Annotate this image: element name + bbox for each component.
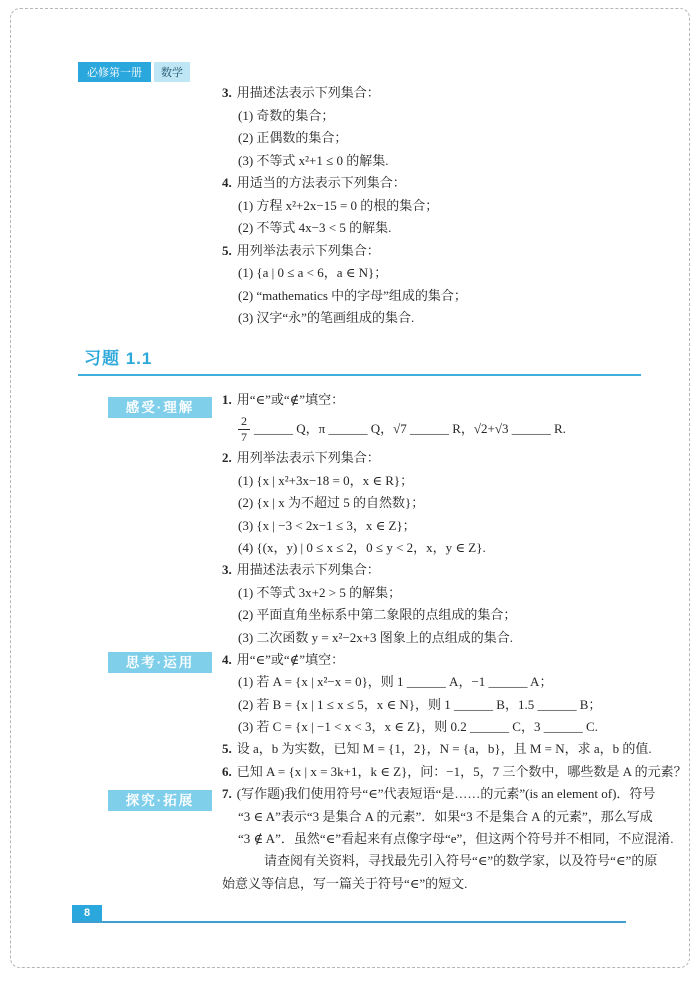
- exercise-item: (2) 平面直角坐标系中第二象限的点组成的集合；: [238, 607, 517, 623]
- exercise-number: 5.: [222, 242, 232, 258]
- exercise-item: (3) {x | −3 < 2x−1 ≤ 3，x ∈ Z}；: [238, 517, 416, 533]
- question-7-line: “3 ∈ A”表示“3 是集合 A 的元素”．如果“3 不是集合 A 的元素”，那么写成: [238, 808, 653, 824]
- exercise-item: (3) 若 C = {x | −1 < x < 3，x ∈ Z}，则 0.2 ______ C，3 ______ C.: [238, 719, 598, 735]
- exercise-number: 1.: [222, 392, 232, 407]
- exercise-5-title: [222, 240, 684, 263]
- question-7-line: 始意义等信息，写一篇关于符号“∈”的短文.: [222, 875, 468, 891]
- question-1-blanks: [222, 411, 684, 447]
- question-7-line: 请查阅有关资料，寻找最先引入符号“∈”的数学家，以及符号“∈”的原: [264, 853, 658, 869]
- exercise-number: 6.: [222, 763, 232, 779]
- exercise-number: 3.: [222, 562, 232, 578]
- exercise-item: (2) 正偶数的集合；: [238, 130, 348, 145]
- exercise-number: 4.: [222, 175, 232, 190]
- exercise-item: (2) 若 B = {x | 1 ≤ x ≤ 5，x ∈ N}，则 1 ______ B，1.5 ______ B；: [238, 696, 602, 712]
- exercise-item: (1) 奇数的集合；: [238, 107, 335, 123]
- exercise-title-text: 用列举法表示下列集合：: [236, 450, 380, 466]
- question-2-title: [222, 447, 684, 469]
- exercise-item: (3) 二次函数 y = x²−2x+3 图象上的点组成的集合.: [238, 629, 514, 645]
- question-5: [222, 738, 684, 760]
- exercise-text: 已知 A = {x | x = 3k+1，k ∈ Z}，问：−1，5，7 三个数中，哪些数是 A 的元素？: [236, 763, 687, 779]
- footer-line: [72, 921, 626, 923]
- exercise-item: (1) 若 A = {x | x²−x = 0}，则 1 ______ A，−1 ______ A；: [238, 674, 553, 690]
- exercise-title-text: 用“∈”或“∉”填空：: [236, 392, 345, 407]
- exercise-item: (2) 不等式 4x−3 < 5 的解集.: [238, 220, 392, 235]
- exercise-title-text: 用适当的方法表示下列集合：: [236, 175, 406, 190]
- exercise-text: 设 a，b 为实数，已知 M = {1，2}，N = {a，b}，且 M = N，求 a，b 的值.: [236, 741, 652, 757]
- exercise-3-title: [222, 82, 684, 105]
- question-6: [222, 761, 687, 783]
- exercise-item: (1) {x | x²+3x−18 = 0，x ∈ R}；: [238, 472, 414, 488]
- exercise-title-text: 用“∈”或“∉”填空：: [236, 651, 345, 667]
- fraction-two-sevenths: [238, 414, 250, 445]
- exercise-number: 5.: [222, 741, 232, 757]
- exercise-item: (3) 不等式 x²+1 ≤ 0 的解集.: [238, 152, 389, 168]
- exercise-item: (2) {x | x 为不超过 5 的自然数}；: [238, 495, 425, 511]
- exercise-item: (4) {(x，y) | 0 ≤ x ≤ 2，0 ≤ y < 2，x，y ∈ Z}.: [238, 539, 486, 555]
- question-7-line: [222, 783, 684, 805]
- exercise-number: 3.: [222, 85, 232, 100]
- top-exercises: [222, 82, 684, 330]
- question-7-line: “3 ∉ A”．虽然“∈”看起来有点像字母“e”，但这两个符号并不相同，不应混淆.: [238, 831, 674, 847]
- fill-in-blanks-text: ______ Q，π ______ Q，√7 ______ R，√2+√3 ______ R.: [254, 421, 566, 437]
- fraction-numerator: 2: [238, 414, 250, 430]
- exercise-item: (3) 汉字“永”的笔画组成的集合.: [238, 310, 415, 325]
- exercise-4-title: [222, 172, 684, 195]
- section-badge-understand: 感受·理解: [108, 397, 212, 418]
- section-badge-apply: 思考·运用: [108, 652, 212, 673]
- homework-exercises: [222, 389, 687, 895]
- exercise-text: (写作题)我们使用符号“∈”代表短语“是……的元素”(is an element of)．符号: [236, 786, 656, 802]
- subject-badge: 数学: [154, 62, 190, 82]
- exercise-title-text: 用描述法表示下列集合：: [236, 562, 380, 578]
- exercise-number: 7.: [222, 786, 232, 802]
- exercise-item: (1) 不等式 3x+2 > 5 的解集；: [238, 584, 402, 600]
- header-badges: [78, 62, 190, 82]
- page-number-badge: 8: [72, 905, 102, 921]
- section-divider: [78, 374, 641, 376]
- exercise-number: 4.: [222, 651, 232, 667]
- question-4-title: [222, 649, 684, 671]
- exercise-item: (1) {a | 0 ≤ a < 6，a ∈ N}；: [238, 265, 388, 280]
- question-1-title: [222, 389, 684, 411]
- fraction-denominator: 7: [241, 429, 247, 444]
- volume-badge: 必修第一册: [78, 62, 151, 82]
- exercise-number: 2.: [222, 450, 232, 466]
- question-3-title: [222, 559, 684, 581]
- section-title: 习题 1.1: [84, 349, 153, 368]
- section-badge-explore: 探究·拓展: [108, 790, 212, 811]
- exercise-title-text: 用描述法表示下列集合：: [236, 85, 380, 100]
- exercise-item: (1) 方程 x²+2x−15 = 0 的根的集合；: [238, 197, 439, 213]
- exercise-item: (2) “mathematics 中的字母”组成的集合；: [238, 287, 467, 303]
- exercise-title-text: 用列举法表示下列集合：: [236, 242, 380, 258]
